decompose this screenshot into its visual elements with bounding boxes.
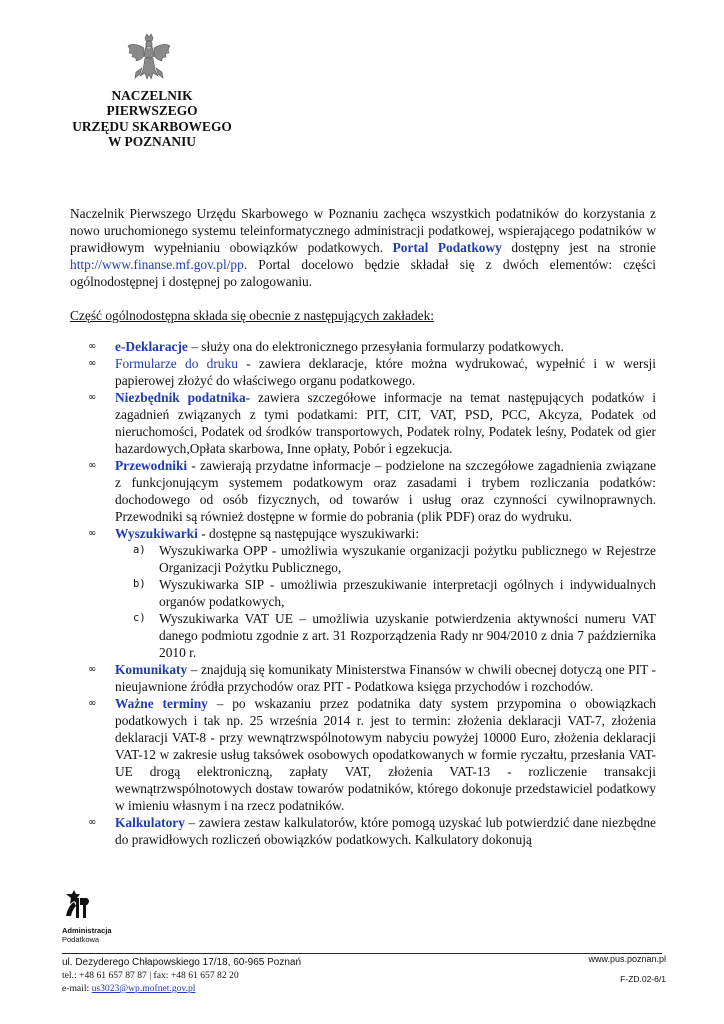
sub-item-marker: c) <box>133 612 146 624</box>
item-label: Formularze do druku <box>115 356 238 371</box>
email-link[interactable]: us3023@wp.mofnet.gov.pl <box>91 983 196 994</box>
office-title-line: NACZELNIK <box>111 88 193 103</box>
section-heading: Część ogólnodostępna składa się obecnie z następujących zakładek: <box>70 308 435 323</box>
infinity-bullet-icon: ∞ <box>88 358 97 369</box>
sub-item-text: Wyszukiwarka SIP - umożliwia przeszukiwanie interpretacji ogólnych i indywidualnych organów podatkowych, <box>159 577 656 609</box>
list-item-wyszukiwarki <box>88 525 656 661</box>
item-text: - zawierają przydatne informacje – podzielone na szczegółowe zagadnienia związane z funkcjonującym systemem podatkowym oraz zasadami i trybem rozliczania podatków: dochodowego od osób fizycznych, od towarów i usług oraz czynności cywilnoprawnych. Przewodniki są również dostępne w formie do pobrania (plik PDF) oraz do wydruku. <box>115 458 656 524</box>
sub-item <box>115 576 656 610</box>
infinity-bullet-icon: ∞ <box>88 341 97 352</box>
logo-text <box>62 926 112 944</box>
infinity-bullet-icon: ∞ <box>88 664 97 675</box>
sub-item <box>115 542 656 576</box>
list-item-edeklaracje <box>88 338 656 355</box>
office-title-line: URZĘDU SKARBOWEGO <box>72 118 232 134</box>
infinity-bullet-icon: ∞ <box>88 392 97 403</box>
footer-address: ul. Dezyderego Chłapowskiego 17/18, 60-965 Poznań <box>62 957 302 968</box>
office-title-line: PIERWSZEGO <box>106 103 198 119</box>
tabs-list <box>88 338 656 848</box>
list-item-niezbednik <box>88 389 656 457</box>
item-label: Niezbędnik podatnika <box>115 390 246 405</box>
item-label: Wyszukiwarki <box>115 526 198 541</box>
email-label: e-mail: <box>62 983 92 994</box>
intro-text: dostępny jest na stronie <box>501 240 657 255</box>
item-text: – zawiera zestaw kalkulatorów, które pomogą uzyskać lub potwierdzić dane niezbędne do prawidłowych rozliczeń obowiązków podatkowych. Kalkulatory dokonują <box>115 815 656 847</box>
list-item-kalkulatory <box>88 814 656 848</box>
infinity-bullet-icon: ∞ <box>88 460 97 471</box>
infinity-bullet-icon: ∞ <box>88 528 97 539</box>
list-item-wazne-terminy <box>88 695 656 814</box>
sub-item <box>115 610 656 661</box>
item-text: - zawiera szczegółowe informacje na temat następujących podatków i zagadnień związanych z tymi podatkami: PIT, CIT, VAT, PSD, PCC, Akcyza, Podatek od nieruchomości, Podatek od środków transportowych, Podatek rolny, Podatek leśny, Podatek od gier hazardowych,Opłata skarbowa, Inne opłaty, Pobór i egzekucja. <box>115 390 656 456</box>
item-text: – służy ona do elektronicznego przesyłania formularzy podatkowych. <box>187 339 564 354</box>
office-title-line: W POZNANIU <box>108 134 196 150</box>
item-text: - zawiera deklaracje, które można wydrukować, wypełnić i w wersji papierowej złożyć do właściwego organu podatkowego. <box>115 356 656 388</box>
footer-contact <box>62 956 301 995</box>
eagle-emblem-icon <box>126 32 172 82</box>
logo-line: Podatkowa <box>62 935 100 944</box>
footer-meta <box>588 953 666 985</box>
portal-name: Portal Podatkowy <box>392 240 502 255</box>
item-label: Komunikaty <box>115 662 188 677</box>
intro-paragraph <box>70 205 656 290</box>
footer-divider <box>62 953 662 954</box>
list-item-komunikaty <box>88 661 656 695</box>
search-engines-list <box>115 542 656 661</box>
footer-phone: tel.: +48 61 657 87 87 | fax: +48 61 657 82 20 <box>62 970 239 981</box>
item-label: Ważne terminy <box>115 696 208 711</box>
intro-text: Naczelnik Pierwszego Urzędu Skarbowego w Poznaniu zachęca wszystkich podatników do korzystania z nowo uruchomionego systemu teleinformatycznego administracji podatkowej, wspierającego podatników w prawidłowym wypełnianiu obowiązków podatkowych. <box>70 206 656 255</box>
sub-item-text: Wyszukiwarka VAT UE – umożliwia uzyskanie potwierdzenia aktywności numeru VAT danego podmiotu zgodnie z art. 31 Rozporządzenia Rady nr 904/2010 z dnia 7 października 2010 r. <box>159 611 656 660</box>
infinity-bullet-icon: ∞ <box>88 817 97 828</box>
footer-website[interactable]: www.pus.poznan.pl <box>588 954 666 964</box>
item-text: - dostępne są następujące wyszukiwarki: <box>197 526 420 541</box>
sub-item-text: Wyszukiwarka OPP - umożliwia wyszukanie organizacji pożytku publicznego w Rejestrze Organizacji Pożytku Publicznego, <box>159 543 656 575</box>
list-item-formularze <box>88 355 656 389</box>
item-label: Przewodniki <box>115 458 188 473</box>
footer-email <box>62 982 301 995</box>
item-label: e-Deklaracje <box>115 339 188 354</box>
office-title <box>40 88 264 150</box>
item-label: Kalkulatory <box>115 815 185 830</box>
form-code: F-ZD.02-6/1 <box>620 974 666 984</box>
intro-text: . Portal docelowo będzie składał się z dwóch elementów: części ogólnodostępnej i dostępnej po zalogowaniu. <box>70 257 656 289</box>
list-item-przewodniki <box>88 457 656 525</box>
item-text: – znajdują się komunikaty Ministerstwa Finansów w chwili obecnej dotyczą one PIT - nieujawnione źródła przychodów oraz PIT - Podatkowa księga przychodów i rozchodów. <box>115 662 656 694</box>
item-text: – po wskazaniu przez podatnika daty system przypomina o obowiązkach podatkowych i tak np. 25 września 2014 r. jest to termin: złożenia deklaracji VAT-7, złożenia deklaracji VAT-8 - przy wewnątrzwspólnotowym nabyciu powyżej 10000 Euro, złożenia deklaracji VAT-12 w zakresie usług taksówek osobowych opodatkowanych w formie ryczałtu, przesłania VAT-UE drogą elektroniczną, zapłaty VAT, złożenia VAT-13 - rozliczenie transakcji wewnątrzwspólnotowych dostaw towarów podatników, którego dokonuje przedstawiciel podatkowy w imieniu własnym i na rzecz podatników. <box>115 696 656 813</box>
sub-item-marker: b) <box>133 578 146 590</box>
portal-link[interactable]: http://www.finanse.mf.gov.pl/pp <box>70 257 244 272</box>
infinity-bullet-icon: ∞ <box>88 698 97 709</box>
sub-item-marker: a) <box>133 544 146 556</box>
logo-line: Administracja <box>62 926 112 935</box>
